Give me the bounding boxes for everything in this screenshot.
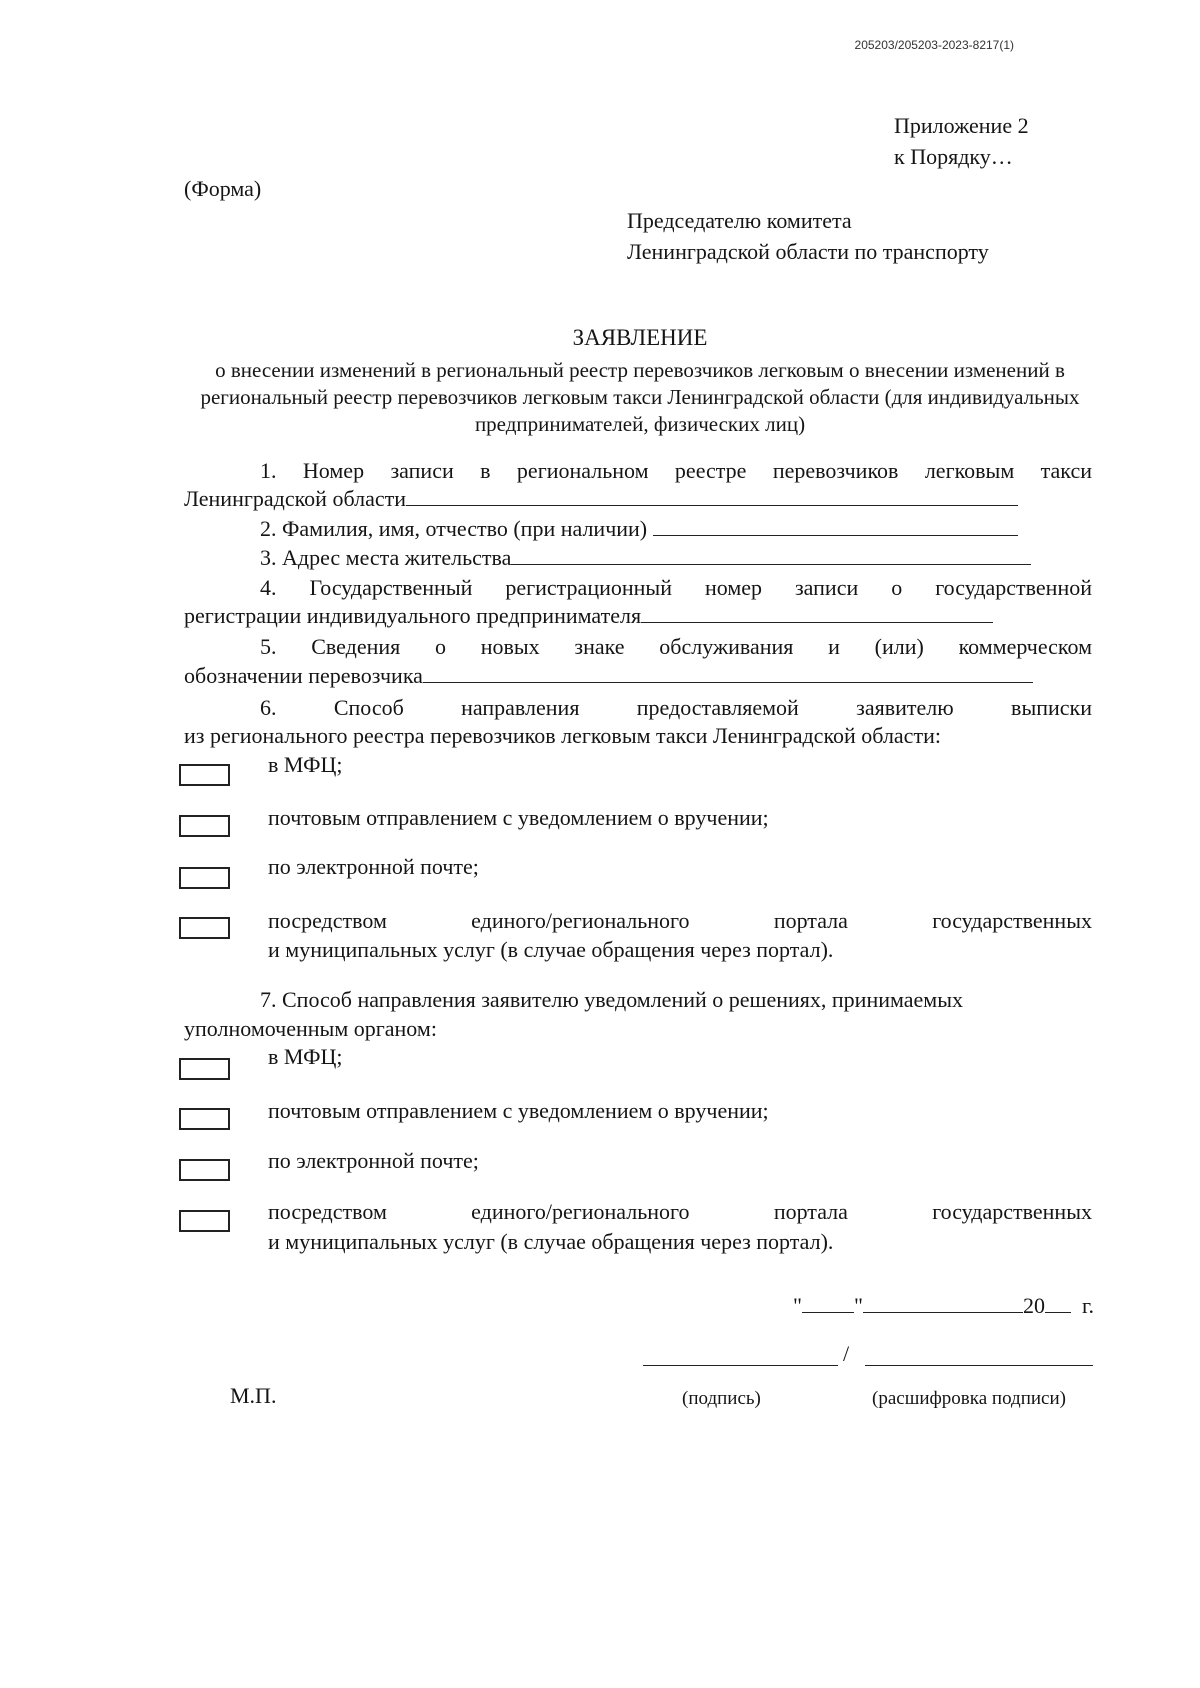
- item-7-text: 7. Способ направления заявителю уведомлений о решениях, принимаемых: [260, 987, 964, 1012]
- signature-decode-field[interactable]: [865, 1364, 1093, 1366]
- date-day-field[interactable]: [802, 1292, 854, 1313]
- option6-post-checkbox[interactable]: [179, 815, 230, 837]
- form-label: (Форма): [184, 176, 262, 201]
- option6-portal-label: посредством единого/регионального портала государственных: [268, 908, 1092, 933]
- option6-email-checkbox[interactable]: [179, 867, 230, 889]
- date-year-suffix: г.: [1081, 1293, 1094, 1318]
- residence-address-field[interactable]: [511, 544, 1031, 565]
- stamp-placeholder: М.П.: [230, 1383, 277, 1408]
- option7-email-label: по электронной почте;: [268, 1148, 479, 1173]
- item-1-text: 1. Номер записи в региональном реестре перевозчиков легковым такси: [260, 458, 1092, 483]
- appendix-line-1: Приложение 2: [894, 113, 1029, 138]
- appendix-reference: [894, 110, 1029, 172]
- document-id: 205203/205203-2023-8217(1): [854, 38, 1014, 52]
- option6-portal-label-2: и муниципальных услуг (в случае обращения через портал).: [268, 937, 834, 962]
- date-row: [793, 1292, 1094, 1319]
- option7-portal-label-2: и муниципальных услуг (в случае обращения через портал).: [268, 1229, 834, 1254]
- page-subtitle: о внесении изменений в региональный реестр перевозчиков легковым о внесении изменений в региональный реестр перевозчиков легковым такси Ленинградской области (для индивидуальных предпринимателей, физических лиц): [200, 358, 1080, 436]
- option7-portal-checkbox[interactable]: [179, 1210, 230, 1232]
- option7-mfc-checkbox[interactable]: [179, 1058, 230, 1080]
- item-6-text-2: из регионального реестра перевозчиков легковым такси Ленинградской области:: [184, 723, 941, 748]
- registry-number-field[interactable]: [406, 485, 1018, 506]
- option6-email-label: по электронной почте;: [268, 854, 479, 879]
- item-6-text: 6. Способ направления предоставляемой заявителю выписки: [260, 695, 1092, 720]
- appendix-line-2: к Порядку…: [894, 144, 1013, 169]
- date-month-field[interactable]: [863, 1292, 1023, 1313]
- option6-portal-checkbox[interactable]: [179, 917, 230, 939]
- item-5-field-row: [184, 662, 1092, 689]
- date-year-field[interactable]: [1045, 1292, 1071, 1313]
- item-3-label: 3. Адрес места жительства: [260, 545, 512, 570]
- addressee-line-2: Ленинградской области по транспорту: [627, 239, 989, 264]
- date-quote-open: ": [792, 1293, 802, 1318]
- addressee: [627, 205, 989, 267]
- option7-post-label: почтовым отправлением с уведомлением о вручении;: [268, 1098, 769, 1123]
- option7-portal-label: посредством единого/регионального портала государственных: [268, 1199, 1092, 1224]
- option7-email-checkbox[interactable]: [179, 1159, 230, 1181]
- option6-mfc-label: в МФЦ;: [268, 752, 343, 777]
- option7-post-checkbox[interactable]: [179, 1108, 230, 1130]
- signature-decode-label: (расшифровка подписи): [872, 1388, 1066, 1409]
- date-quote-close: ": [853, 1293, 863, 1318]
- item-4-field-row: [184, 602, 1092, 629]
- item-4-label: регистрации индивидуального предпринимателя: [184, 603, 642, 628]
- item-1-field-row: [184, 485, 1092, 512]
- signature-label: (подпись): [682, 1388, 761, 1409]
- option7-mfc-label: в МФЦ;: [268, 1044, 343, 1069]
- item-1-label: Ленинградской области: [184, 486, 406, 511]
- item-7-text-2: уполномоченным органом:: [184, 1016, 437, 1041]
- addressee-line-1: Председателю комитета: [627, 208, 852, 233]
- option6-post-label: почтовым отправлением с уведомлением о вручении;: [268, 805, 769, 830]
- full-name-field[interactable]: [653, 515, 1018, 536]
- item-5-text: 5. Сведения о новых знаке обслуживания и (или) коммерческом: [260, 634, 1092, 659]
- registration-number-field[interactable]: [641, 602, 993, 623]
- signature-field[interactable]: [643, 1364, 838, 1366]
- option6-mfc-checkbox[interactable]: [179, 764, 230, 786]
- item-4-text: 4. Государственный регистрационный номер записи о государственной: [260, 575, 1092, 600]
- item-2-field-row: [184, 515, 1092, 542]
- item-3-field-row: [184, 544, 1092, 571]
- item-2-label: 2. Фамилия, имя, отчество (при наличии): [260, 516, 648, 541]
- item-5-label: обозначении перевозчика: [184, 663, 423, 688]
- page-title: ЗАЯВЛЕНИЕ: [572, 325, 708, 350]
- service-mark-field[interactable]: [423, 662, 1033, 683]
- date-year-prefix: 20: [1022, 1293, 1045, 1318]
- signature-separator: /: [843, 1341, 850, 1366]
